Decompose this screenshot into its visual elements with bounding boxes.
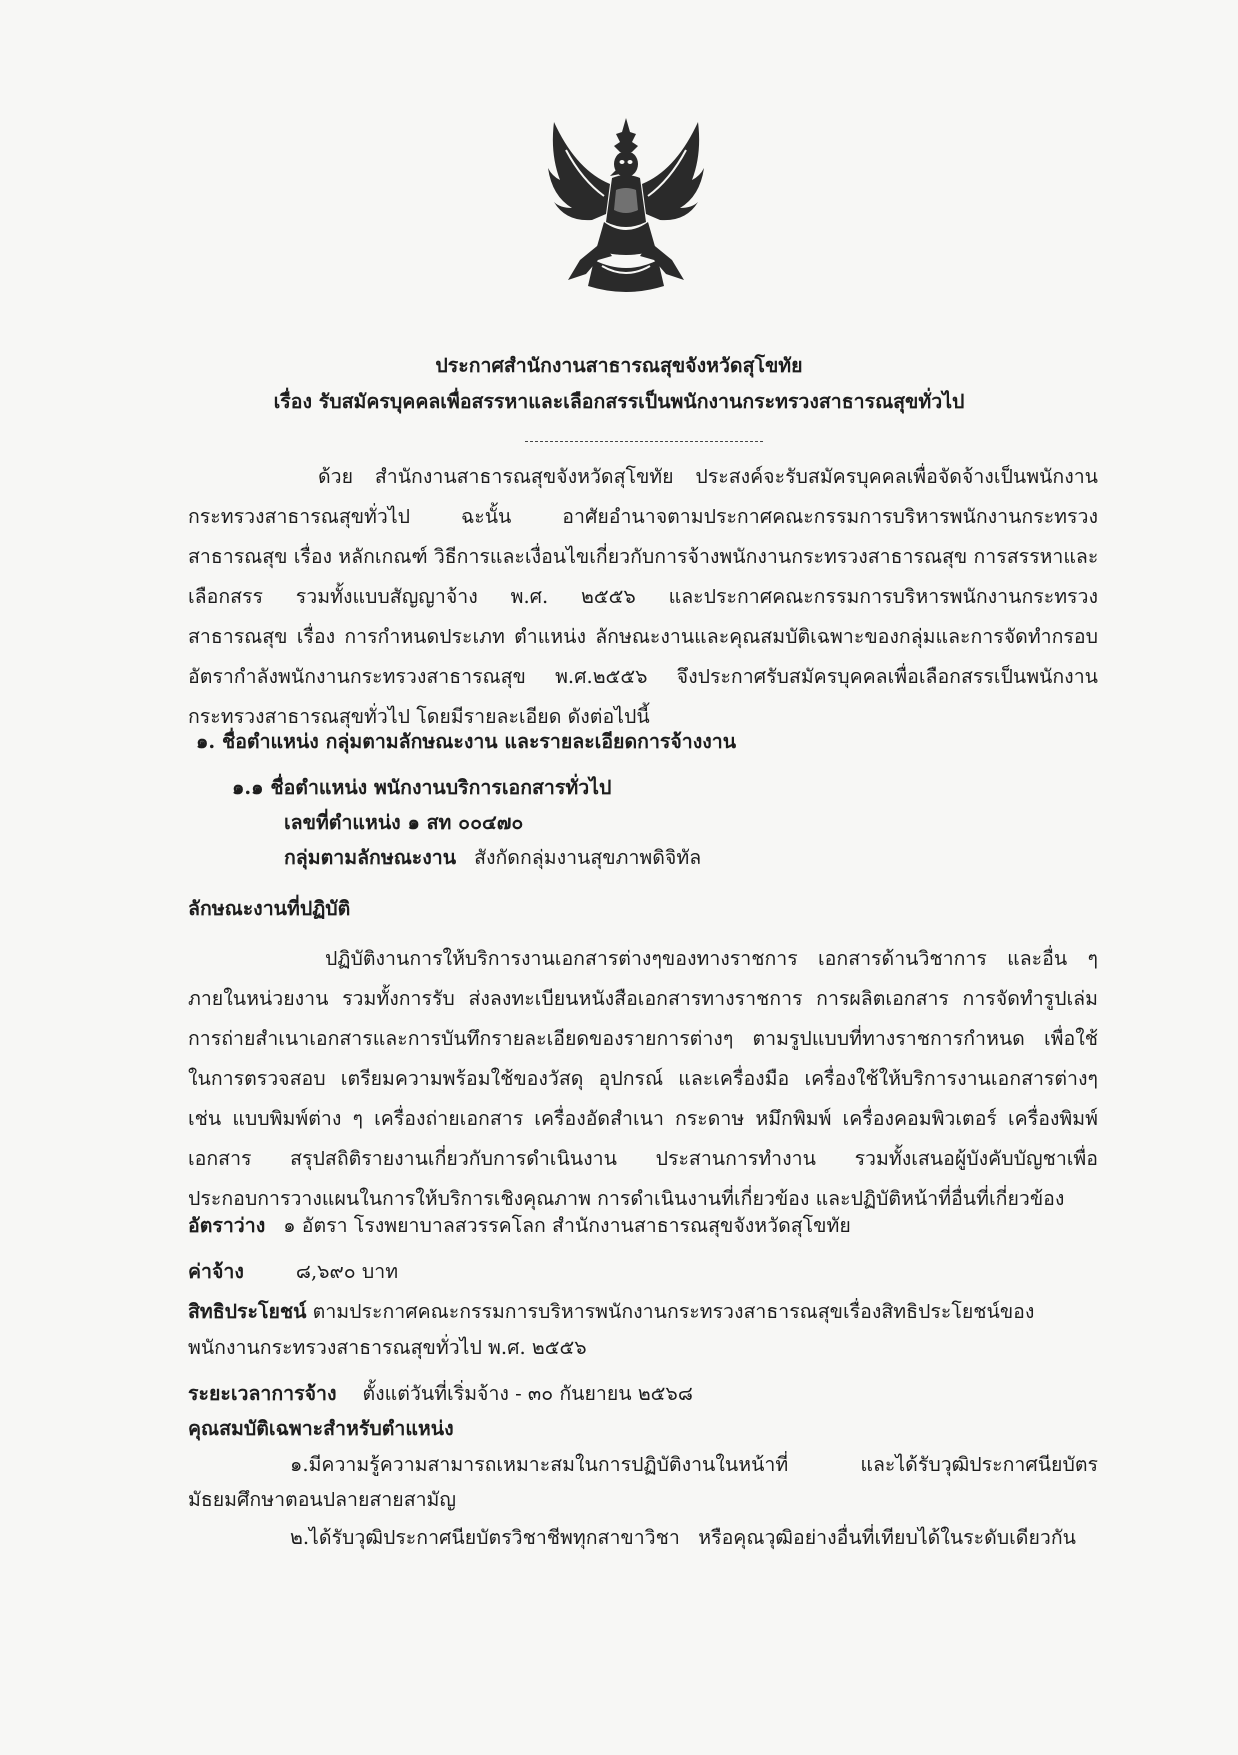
duration-label: ระยะเวลาการจ้าง	[188, 1382, 337, 1405]
duties-line: เช่น แบบพิมพ์ต่าง ๆ เครื่องถ่ายเอกสาร เครื่องอัดสำเนา กระดาษ หมึกพิมพ์ เครื่องคอมพิวเตอร์ เครื่องพิมพ์	[188, 1107, 1098, 1130]
duties-line: ปฏิบัติงานการให้บริการงานเอกสารต่างๆของทางราชการ เอกสารด้านวิชาการ และอื่น ๆ	[325, 947, 1098, 970]
group-label: กลุ่มตามลักษณะงาน	[284, 846, 457, 869]
benefits-value: ตามประกาศคณะกรรมการบริหารพนักงานกระทรวงสาธารณสุขเรื่องสิทธิประโยชน์ของ	[312, 1300, 1035, 1323]
position-group	[284, 843, 1194, 873]
wage-label: ค่าจ้าง	[188, 1260, 244, 1283]
benefits-line: พนักงานกระทรวงสาธารณสุขทั่วไป พ.ศ. ๒๕๕๖	[188, 1336, 587, 1359]
announcement-title: ประกาศสำนักงานสาธารณสุขจังหวัดสุโขทัย	[435, 354, 803, 377]
qualification-item: มัธยมศึกษาตอนปลายสายสามัญ	[188, 1488, 457, 1511]
qualification-item: ๑.มีความรู้ความสามารถเหมาะสมในการปฏิบัติงานในหน้าที่ และได้รับวุฒิประกาศนียบัตร	[290, 1453, 1098, 1476]
wage-row	[188, 1257, 1098, 1287]
intro-line: อัตรากำลังพนักงานกระทรวงสาธารณสุข พ.ศ.๒๕๕๖ จึงประกาศรับสมัครบุคคลเพื่อเลือกสรรเป็นพนักงาน	[188, 665, 1098, 688]
benefits-label: สิทธิประโยชน์	[188, 1300, 307, 1323]
intro-line: กระทรวงสาธารณสุขทั่วไป โดยมีรายละเอียด ดังต่อไปนี้	[188, 705, 650, 728]
vacancy-row	[188, 1211, 1098, 1241]
vacancy-value: ๑ อัตรา โรงพยาบาลสวรรคโลก สำนักงานสาธารณสุขจังหวัดสุโขทัย	[283, 1214, 851, 1237]
position-number: เลขที่ตำแหน่ง ๑ สท ๐๐๔๗๐	[284, 811, 524, 834]
announcement-subject: เรื่อง รับสมัครบุคคลเพื่อสรรหาและเลือกสรรเป็นพนักงานกระทรวงสาธารณสุขทั่วไป	[273, 390, 965, 413]
duties-line: เอกสาร สรุปสถิติรายงานเกี่ยวกับการดำเนินงาน ประสานการทำงาน รวมทั้งเสนอผู้บังคับบัญชาเพื่อ	[188, 1147, 1098, 1170]
vacancy-label: อัตราว่าง	[188, 1214, 266, 1237]
section-heading: ๑. ชื่อตำแหน่ง กลุ่มตามลักษณะงาน และรายละเอียดการจ้างงาน	[196, 730, 737, 753]
duties-line: การถ่ายสำเนาเอกสารและการบันทึกรายละเอียดของรายการต่างๆ ตามรูปแบบที่ทางราชการกำหนด เพื่อใช้	[188, 1027, 1098, 1050]
wage-value: ๘,๖๙๐ บาท	[295, 1260, 399, 1283]
benefits-row	[188, 1297, 1098, 1327]
intro-line: สาธารณสุข เรื่อง หลักเกณฑ์ วิธีการและเงื่อนไขเกี่ยวกับการจ้างพนักงานกระทรวงสาธารณสุข การสรรหาและ	[188, 545, 1099, 568]
title-divider	[525, 441, 763, 442]
qualifications-heading: คุณสมบัติเฉพาะสำหรับตำแหน่ง	[188, 1417, 454, 1440]
intro-line: เลือกสรร รวมทั้งแบบสัญญาจ้าง พ.ศ. ๒๕๕๖ และประกาศคณะกรรมการบริหารพนักงานกระทรวง	[188, 585, 1098, 608]
duties-line: ในการตรวจสอบ เตรียมความพร้อมใช้ของวัสดุ อุปกรณ์ และเครื่องมือ เครื่องใช้ให้บริการงานเอกสารต่างๆ	[188, 1067, 1098, 1090]
intro-line: กระทรวงสาธารณสุขทั่วไป ฉะนั้น อาศัยอำนาจตามประกาศคณะกรรมการบริหารพนักงานกระทรวง	[188, 505, 1098, 528]
duties-line: ประกอบการวางแผนในการให้บริการเชิงคุณภาพ การดำเนินงานที่เกี่ยวข้อง และปฏิบัติหน้าที่อื่นที่เกี่ยวข้อง	[188, 1187, 1065, 1210]
position-name: ๑.๑ ชื่อตำแหน่ง พนักงานบริการเอกสารทั่วไป	[232, 776, 612, 799]
duration-value: ตั้งแต่วันที่เริ่มจ้าง - ๓๐ กันยายน ๒๕๖๘	[362, 1382, 693, 1405]
duration-row	[188, 1379, 1098, 1409]
qualification-item: ๒.ได้รับวุฒิประกาศนียบัตรวิชาชีพทุกสาขาวิชา หรือคุณวุฒิอย่างอื่นที่เทียบได้ในระดับเดียวกัน	[290, 1526, 1076, 1549]
duties-heading: ลักษณะงานที่ปฏิบัติ	[188, 897, 351, 920]
intro-line: ด้วย สำนักงานสาธารณสุขจังหวัดสุโขทัย ประสงค์จะรับสมัครบุคคลเพื่อจัดจ้างเป็นพนักงาน	[318, 465, 1098, 488]
garuda-emblem-icon	[546, 110, 706, 300]
duties-line: ภายในหน่วยงาน รวมทั้งการรับ ส่งลงทะเบียนหนังสือเอกสารทางราชการ การผลิตเอกสาร การจัดทำรูปเล่ม	[188, 987, 1098, 1010]
intro-line: สาธารณสุข เรื่อง การกำหนดประเภท ตำแหน่ง ลักษณะงานและคุณสมบัติเฉพาะของกลุ่มและการจัดทำกรอบ	[188, 625, 1098, 648]
group-value: สังกัดกลุ่มงานสุขภาพดิจิทัล	[474, 846, 702, 869]
